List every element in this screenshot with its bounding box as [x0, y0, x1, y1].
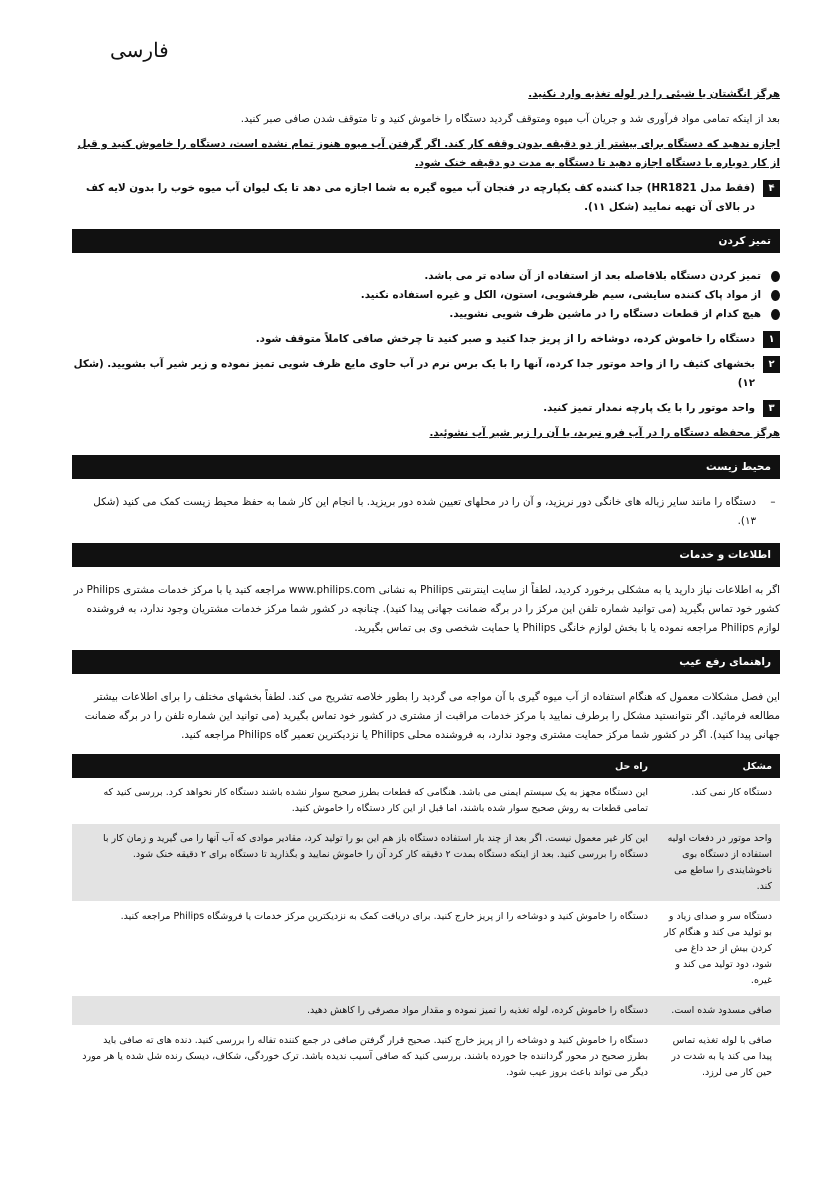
bullet-icon [771, 309, 780, 320]
bullet-icon [771, 290, 780, 301]
problem-cell: دستگاه سر و صدای زیاد و بو تولید می کند و هنگام کار کردن بیش از حد داغ می شود، دود تولید می کند و غیره. [656, 902, 780, 996]
problem-cell: دستگاه کار نمی کند. [656, 778, 780, 824]
table-row [72, 996, 780, 1026]
step-number: ۳ [763, 400, 780, 417]
info-text: اگر به اطلاعات نیاز دارید یا به مشکلی برخورد کردید، لطفاً از سایت اینترنتی Philips به نشانی www.philips.com مراجعه کنید یا با مرکز خدمات مشتری Philips در کشور خود تماس بگیرید (می توانید شماره تلفن این مرکز را در برگه ضمانت جهانی پیدا کنید). چنانچه در کشور شما مرکز خدمات مشتریان وجود ندارد، به فروشنده لوازم Philips مراجعه نموده یا با بخش لوازم خانگی Philips یا حمایت شخصی وی بی تماس بگیرید. [73, 584, 780, 634]
section-header-info: اطلاعات و خدمات [72, 543, 780, 567]
problem-cell: صافی مسدود شده است. [656, 996, 780, 1026]
step-number: ۴ [763, 180, 780, 197]
troubleshooting-table [72, 754, 780, 1088]
solution-cell: دستگاه را خاموش کنید و دوشاخه را از پریز خارج کنید. صحیح قرار گرفتن صافی در جمع کننده تفاله را بررسی کنید. دنده های ته صافی باید بطرز صحیح در محور گرداننده جا خورده باشند. بررسی کنید که صافی آسیب ندیده باشد. ترک خوردگی، شکاف، دیسک رنده شل شده یا هر مورد دیگر می تواند باعث بروز عیب شود. [72, 1026, 656, 1088]
environment-item [72, 493, 780, 531]
language-title: فارسی [110, 38, 169, 62]
cleaning-step-3 [72, 399, 780, 418]
column-header-solution: راه حل [72, 754, 656, 778]
step-text: واحد موتور را با یک پارچه نمدار تمیز کنید. [543, 402, 755, 414]
table-row [72, 778, 780, 824]
problem-cell: واحد موتور در دفعات اولیه استفاده از دستگاه بوی ناخوشایندی را ساطع می کند. [656, 824, 780, 902]
cleaning-step-1 [72, 330, 780, 349]
bullet-item [72, 305, 780, 324]
bullet-text: از مواد پاک کننده سایشی، سیم ظرفشویی، استون، الکل و غیره استفاده نکنید. [360, 289, 761, 301]
section-header-environment: محیط زیست [72, 455, 780, 479]
environment-text: دستگاه را مانند سایر زباله های خانگی دور نریزید، و آن را در محلهای تعیین شده دور بریزید. با انجام این کار شما به حفظ محیط زیست کمک می کنید (شکل ۱۳). [93, 496, 756, 527]
step-text: (فقط مدل HR1821) جدا کننده کف یکپارچه در فنجان آب میوه گیره به شما اجازه می دهد تا یک لیوان آب میوه خوب را بدون لایه کف در بالای آن تهیه نمایید (شکل ۱۱). [86, 182, 755, 213]
table-header-row [72, 754, 780, 778]
warning-water: هرگز محفظه دستگاه را در آب فرو نبرید، یا آن را زیر شیر آب نشوئید. [429, 427, 780, 439]
bullet-text: تمیز کردن دستگاه بلافاصله بعد از استفاده از آن ساده تر می باشد. [424, 270, 761, 282]
troubleshooting-intro: این فصل مشکلات معمول که هنگام استفاده از آب میوه گیری با آن مواجه می گردید را بطور خلاصه تشریح می کند. لطفاً بخشهای مختلف را برای اطلاعات بیشتر مطالعه فرمائید. اگر نتوانستید مشکل را برطرف نمایید با مرکز خدمات مراقبت از مشتری در کشور خود تماس بگیرید (می توانید این شماره تلفن را در برگه ضمانت جهانی پیدا کنید). اگر در کشور شما مرکز حمایت مشتری وجود ندارد، به فروشنده محلی Philips یا نزدیکترین تعمیر گاه Philips مراجعه کنید. [84, 691, 780, 741]
note-stop: بعد از اینکه تمامی مواد فرآوری شد و جریان آب میوه ومتوقف گردید دستگاه را خاموش کنید و تا متوقف شدن صافی صبر کنید. [240, 113, 780, 125]
step-number: ۱ [763, 331, 780, 348]
bullet-item [72, 267, 780, 286]
warning-duration: اجازه ندهید که دستگاه برای بیشتر از دو دقیقه بدون وقفه کار کند. اگر گرفتن آب میوه هنوز تمام نشده است، دستگاه را خاموش کنید و قبل از کار دوباره با دستگاه اجازه دهید تا دستگاه به مدت دو دقیقه خنک شود. [77, 138, 780, 169]
solution-cell: این کار غیر معمول نیست. اگر بعد از چند بار استفاده دستگاه باز هم این بو را تولید کرد، مقادیر موادی که آب آنها را می گیرید و زمان کار با دستگاه را بررسی کنید. بعد از اینکه دستگاه بمدت ۲ دقیقه کار کرد آن را خاموش نمایید و بگذارید تا دستگاه برای ۲ دقیقه خنک شود. [72, 824, 656, 902]
step-text: بخشهای کثیف را از واحد موتور جدا کرده، آنها را با یک برس نرم در آب حاوی مایع ظرف شویی تمیز نموده و زیر شیر آب بشویید. (شکل ۱۲) [73, 358, 755, 389]
bullet-icon [771, 271, 780, 282]
step-number: ۲ [763, 356, 780, 373]
step-4 [72, 179, 780, 217]
section-header-troubleshooting: راهنمای رفع عیب [72, 650, 780, 674]
bullet-item [72, 286, 780, 305]
section-header-cleaning: تمیز کردن [72, 229, 780, 253]
solution-cell: دستگاه را خاموش کرده، لوله تغذیه را تمیز نموده و مقدار مواد مصرفی را کاهش دهید. [72, 996, 656, 1026]
warning-fingers: هرگز انگشتان یا شیئی را در لوله تغذیه وارد نکنید. [528, 88, 780, 100]
solution-cell: این دستگاه مجهز به یک سیستم ایمنی می باشد. هنگامی که قطعات بطرز صحیح سوار نشده باشند دستگاه کار نخواهد کرد. بررسی کنید که تمامی قطعات به روش صحیح سوار شده باشند، اما قبل از این کار دستگاه را خاموش کنید. [72, 778, 656, 824]
bullet-text: هیچ کدام از قطعات دستگاه را در ماشین ظرف شویی نشویید. [449, 308, 761, 320]
table-row [72, 1026, 780, 1088]
solution-cell: دستگاه را خاموش کنید و دوشاخه را از پریز خارج کنید. برای دریافت کمک به نزدیکترین مرکز خدمات یا فروشگاه Philips مراجعه کنید. [72, 902, 656, 996]
content-column [72, 85, 780, 1088]
dash-marker: – [770, 496, 776, 508]
table-row [72, 902, 780, 996]
problem-cell: صافی با لوله تغذیه تماس پیدا می کند یا به شدت در حین کار می لرزد. [656, 1026, 780, 1088]
step-text: دستگاه را خاموش کرده، دوشاخه را از پریز جدا کنید و صبر کنید تا چرخش صافی کاملاً متوقف شود. [255, 333, 755, 345]
cleaning-step-2 [72, 355, 780, 393]
column-header-problem: مشکل [656, 754, 780, 778]
table-row [72, 824, 780, 902]
